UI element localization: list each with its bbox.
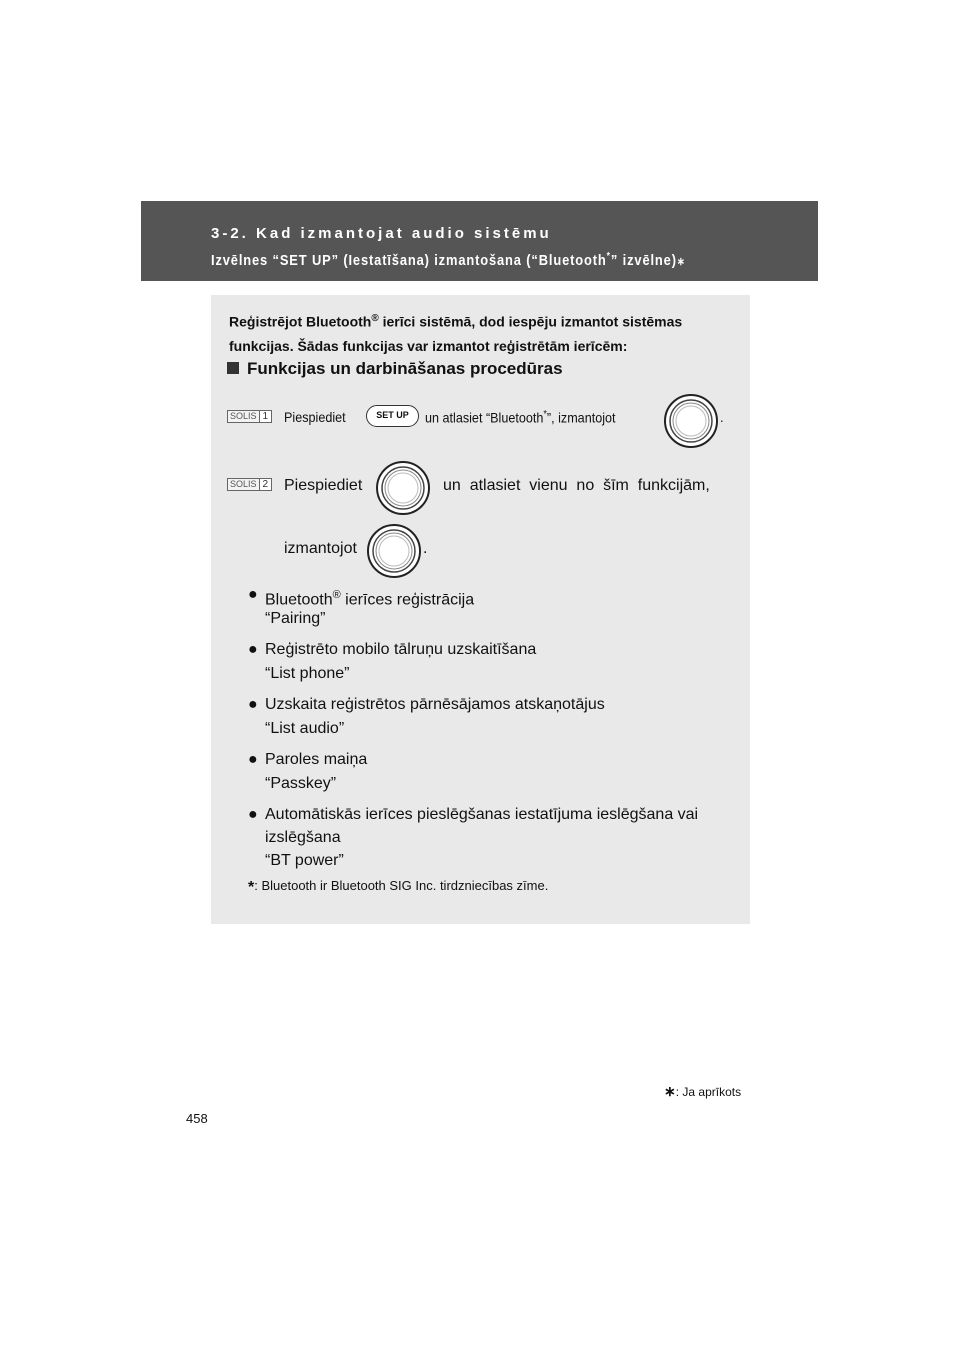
function-name-a: Bluetooth — [265, 591, 333, 609]
bullet-icon: ● — [248, 696, 258, 713]
menu-title-main: Izvēlnes “SET UP” (Iestatīšana) izmantošana (“Bluetooth — [211, 252, 607, 269]
registered-mark: ® — [332, 589, 341, 601]
step2-text-a: Piespiediet — [284, 477, 363, 494]
step2-text-b: un atlasiet vienu no šīm funkcijām, — [443, 477, 710, 494]
function-name: Reģistrēto mobilo tālruņu uzskaitīšana — [265, 641, 537, 658]
menu-title-end: ” izvēlne) — [610, 252, 677, 269]
function-menu: “List audio” — [265, 720, 345, 737]
tune-knob-icon — [375, 460, 431, 516]
section-header — [141, 201, 818, 281]
step-label: SOLIS — [228, 479, 260, 490]
step-badge-2 — [227, 478, 272, 491]
function-menu: “Passkey” — [265, 775, 337, 792]
section-title: 3-2. Kad izmantojat audio sistēmu — [211, 225, 552, 242]
registered-mark: ® — [371, 313, 379, 324]
step-badge-1 — [227, 410, 272, 423]
optional-mark: ∗ — [676, 256, 686, 268]
footnote — [248, 878, 548, 897]
function-menu: “Pairing” — [265, 610, 326, 627]
tune-knob-icon — [663, 393, 719, 449]
step1-asterisk: * — [543, 409, 547, 420]
intro-part1: Reģistrējot Bluetooth — [229, 313, 372, 330]
step2-period: . — [423, 540, 428, 557]
bullet-icon: ● — [248, 586, 258, 603]
optional-mark: ∗ — [664, 1083, 676, 1099]
function-menu: “BT power” — [265, 852, 344, 869]
step1-period: . — [720, 409, 724, 425]
menu-title — [211, 251, 686, 269]
optional-text: : Ja aprīkots — [675, 1085, 742, 1099]
intro-text — [229, 307, 734, 358]
content-panel — [211, 295, 750, 924]
bullet-icon: ● — [248, 806, 258, 823]
menu-title-asterisk: * — [606, 251, 611, 262]
function-name: Paroles maiņa — [265, 751, 368, 768]
tune-knob-icon — [366, 523, 422, 579]
function-name-line2: izslēgšana — [265, 829, 341, 846]
optional-note — [664, 1083, 741, 1100]
footnote-mark: * — [248, 879, 255, 896]
function-name-b: ierīces reģistrācija — [340, 591, 475, 609]
page-number: 458 — [186, 1111, 208, 1126]
subheading — [227, 359, 563, 379]
step2-text-c: izmantojot — [284, 540, 357, 557]
intro-part2: ierīci sistēmā, dod iespēju izmantot sistēmas funkcijas. Šādas funkcijas var izmantot reģistrētām ierīcēm: — [229, 313, 683, 354]
function-menu: “List phone” — [265, 665, 350, 682]
bullet-icon: ● — [248, 751, 258, 768]
function-name-line1: Automātiskās ierīces pieslēgšanas iestatījuma ieslēgšana vai — [265, 806, 699, 823]
step1-text-b — [425, 409, 616, 426]
square-bullet-icon — [227, 362, 239, 374]
step1-text-a: Piespiediet — [284, 409, 346, 425]
subheading-text: Funkcijas un darbināšanas procedūras — [247, 359, 563, 378]
footnote-text: : Bluetooth ir Bluetooth SIG Inc. tirdzniecības zīme. — [254, 878, 549, 893]
step1-text-c: ”, izmantojot — [546, 409, 616, 426]
step-number: 1 — [262, 411, 269, 422]
step-number: 2 — [262, 479, 269, 490]
setup-button-icon: SET UP — [366, 405, 419, 427]
bullet-icon: ● — [248, 641, 258, 658]
step-label: SOLIS — [228, 411, 260, 422]
function-name: Uzskaita reģistrētos pārnēsājamos atskaņotājus — [265, 696, 605, 713]
step1-text-b-main: un atlasiet “Bluetooth — [425, 409, 544, 426]
